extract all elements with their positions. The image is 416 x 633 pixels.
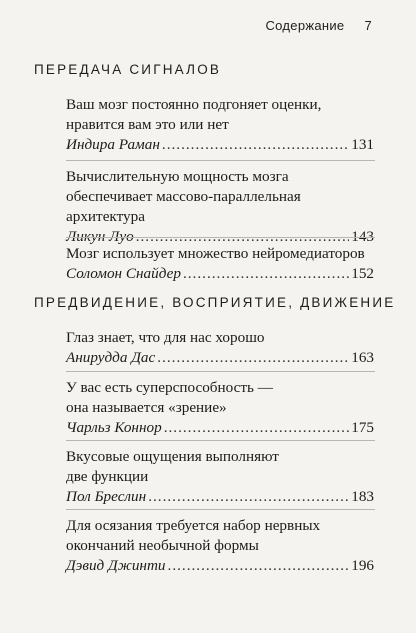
entry-author: Соломон Снайдер [66, 265, 181, 282]
entry-page: 163 [351, 349, 374, 366]
dot-leader [148, 487, 349, 507]
entry-divider [66, 160, 375, 161]
entry-author-line [66, 264, 374, 284]
entry-title-line: архитектура [66, 208, 145, 225]
entry-page: 143 [351, 228, 374, 245]
entry-author: Чарльз Коннор [66, 419, 162, 436]
entry-author-line [66, 556, 374, 576]
running-header [265, 18, 372, 33]
entry-author: Анирудда Дас [66, 349, 156, 366]
entry-page: 152 [351, 265, 374, 282]
dot-leader [183, 264, 349, 284]
entry-title-line: две функции [66, 468, 149, 485]
entry-title-line: У вас есть суперспособность — [66, 379, 273, 396]
dot-leader [168, 556, 350, 576]
entry-title-line: Вычислительную мощность мозга [66, 168, 289, 185]
entry-title-line: обеспечивает массово-параллельная [66, 188, 301, 205]
entry-divider [66, 237, 375, 238]
dot-leader [157, 348, 349, 368]
toc-entry[interactable] [66, 328, 374, 368]
entry-page: 131 [351, 136, 374, 153]
entry-title-line: нравится вам это или нет [66, 116, 229, 133]
entry-divider [66, 509, 375, 510]
entry-author-line [66, 348, 374, 368]
toc-entry[interactable] [66, 447, 374, 507]
entry-author-line [66, 418, 374, 438]
entry-page: 183 [351, 488, 374, 505]
entry-author-line [66, 487, 374, 507]
entry-page: 175 [351, 419, 374, 436]
entry-title-line: Вкусовые ощущения выполняют [66, 448, 279, 465]
entry-title-line: Мозг использует множество нейромедиаторов [66, 245, 365, 262]
entry-divider [66, 440, 375, 441]
entry-author-line [66, 135, 374, 155]
entry-title-line: Ваш мозг постоянно подгоняет оценки, [66, 96, 322, 113]
toc-entry[interactable] [66, 95, 374, 155]
header-title: Содержание [265, 18, 345, 33]
dot-leader [162, 135, 349, 155]
entry-title-line: окончаний необычной формы [66, 537, 259, 554]
entry-title-line: она называется «зрение» [66, 399, 227, 416]
toc-entry[interactable] [66, 378, 374, 438]
section-title: ПРЕДВИДЕНИЕ, ВОСПРИЯТИЕ, ДВИЖЕНИЕ [34, 295, 396, 310]
toc-entry[interactable] [66, 244, 374, 284]
section-title: ПЕРЕДАЧА СИГНАЛОВ [34, 62, 222, 77]
dot-leader [164, 418, 350, 438]
entry-divider [66, 371, 375, 372]
entry-author: Пол Бреслин [66, 488, 147, 505]
toc-entry[interactable] [66, 516, 374, 576]
entry-author: Ликун Луо [66, 228, 134, 245]
toc-entry[interactable] [66, 167, 374, 247]
entry-title-line: Для осязания требуется набор нервных [66, 517, 321, 534]
entry-author: Индира Раман [66, 136, 160, 153]
entry-title-line: Глаз знает, что для нас хорошо [66, 329, 265, 346]
page-number: 7 [364, 18, 372, 33]
entry-page: 196 [351, 557, 374, 574]
entry-author: Дэвид Джинти [66, 557, 166, 574]
